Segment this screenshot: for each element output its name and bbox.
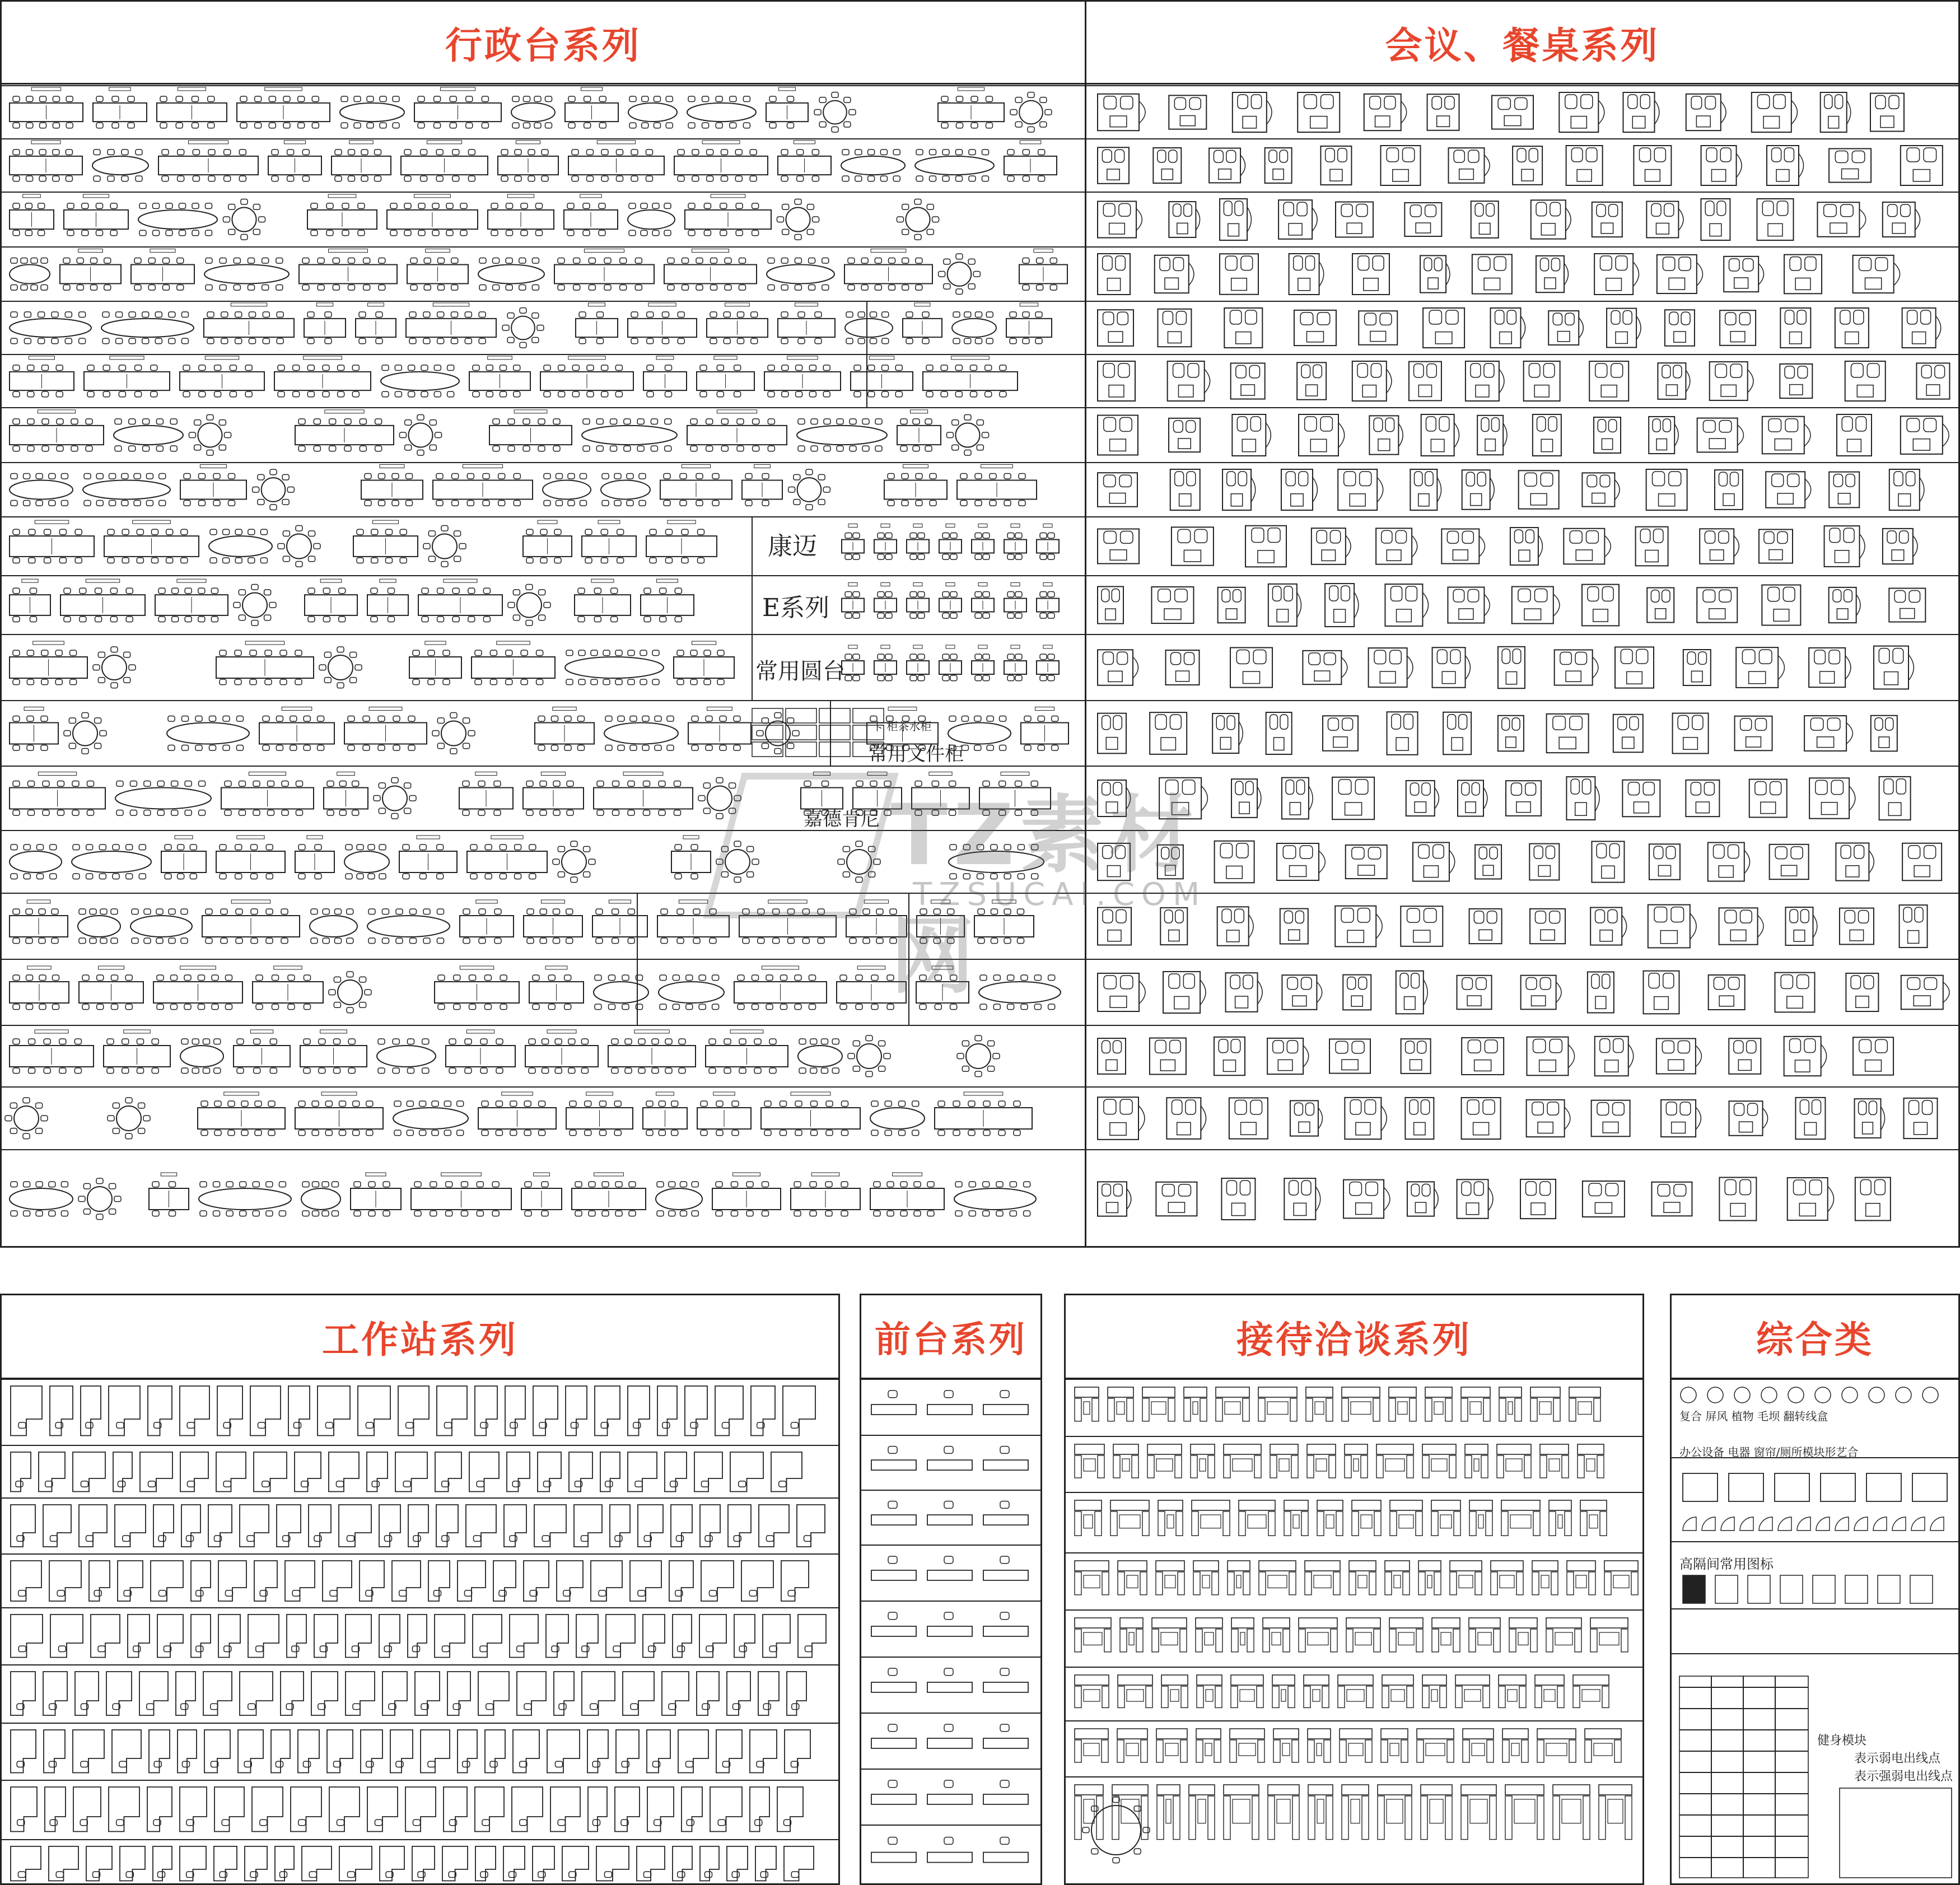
executive-series-title: 行政台系列 xyxy=(2,2,1085,85)
workstation-series-panel xyxy=(0,1294,840,1885)
general-label-gym: 健身模块 xyxy=(1817,1734,1867,1748)
negotiation-series-title: 接待洽谈系列 xyxy=(1066,1295,1642,1379)
general-series-title: 综合类 xyxy=(1672,1295,1958,1379)
negotiation-series-panel xyxy=(1064,1294,1644,1885)
reception-series-panel xyxy=(860,1294,1042,1885)
meeting-dining-series-title: 会议、餐桌系列 xyxy=(1086,2,1958,85)
label-common-cabinet: 常用文件柜 xyxy=(869,743,964,766)
watermark-brand: TZ素材网 xyxy=(890,787,1200,1005)
general-label-row2: 办公设备 电器 窗帘/厕所模块形艺合 xyxy=(1679,1445,1859,1459)
general-label-strong: 表示强弱电出线点 xyxy=(1854,1770,1953,1784)
reception-cad-blocks xyxy=(861,1295,1042,1885)
general-cad-blocks xyxy=(1672,1295,1960,1885)
label-dakin: 嘉德肯尼 xyxy=(804,808,880,830)
workstation-cad-blocks xyxy=(2,1295,840,1885)
meeting-dining-series-panel xyxy=(1085,0,1960,1248)
executive-cad-blocks xyxy=(2,2,1086,1248)
watermark-url: TZSUCAI.COM xyxy=(913,876,1207,913)
label-e-series: E系列 xyxy=(762,594,830,622)
general-label-row3: 高隔间常用图标 xyxy=(1679,1556,1774,1572)
general-label-row1: 复合 屏风 植物 毛坝 翻转线盒 xyxy=(1679,1410,1828,1423)
meeting-cad-blocks xyxy=(1086,2,1960,1248)
label-tea-cabinet: 卡 柜茶水柜 xyxy=(872,720,932,733)
negotiation-cad-blocks xyxy=(1066,1295,1644,1885)
workstation-series-title: 工作站系列 xyxy=(2,1295,838,1379)
general-series-panel xyxy=(1670,1294,1960,1885)
general-label-weak: 表示弱电出线点 xyxy=(1854,1752,1941,1766)
label-common-round: 常用圆台 xyxy=(755,659,845,684)
reception-series-title: 前台系列 xyxy=(861,1295,1040,1379)
executive-series-panel xyxy=(0,0,1086,1248)
label-kangmai: 康迈 xyxy=(768,532,817,561)
